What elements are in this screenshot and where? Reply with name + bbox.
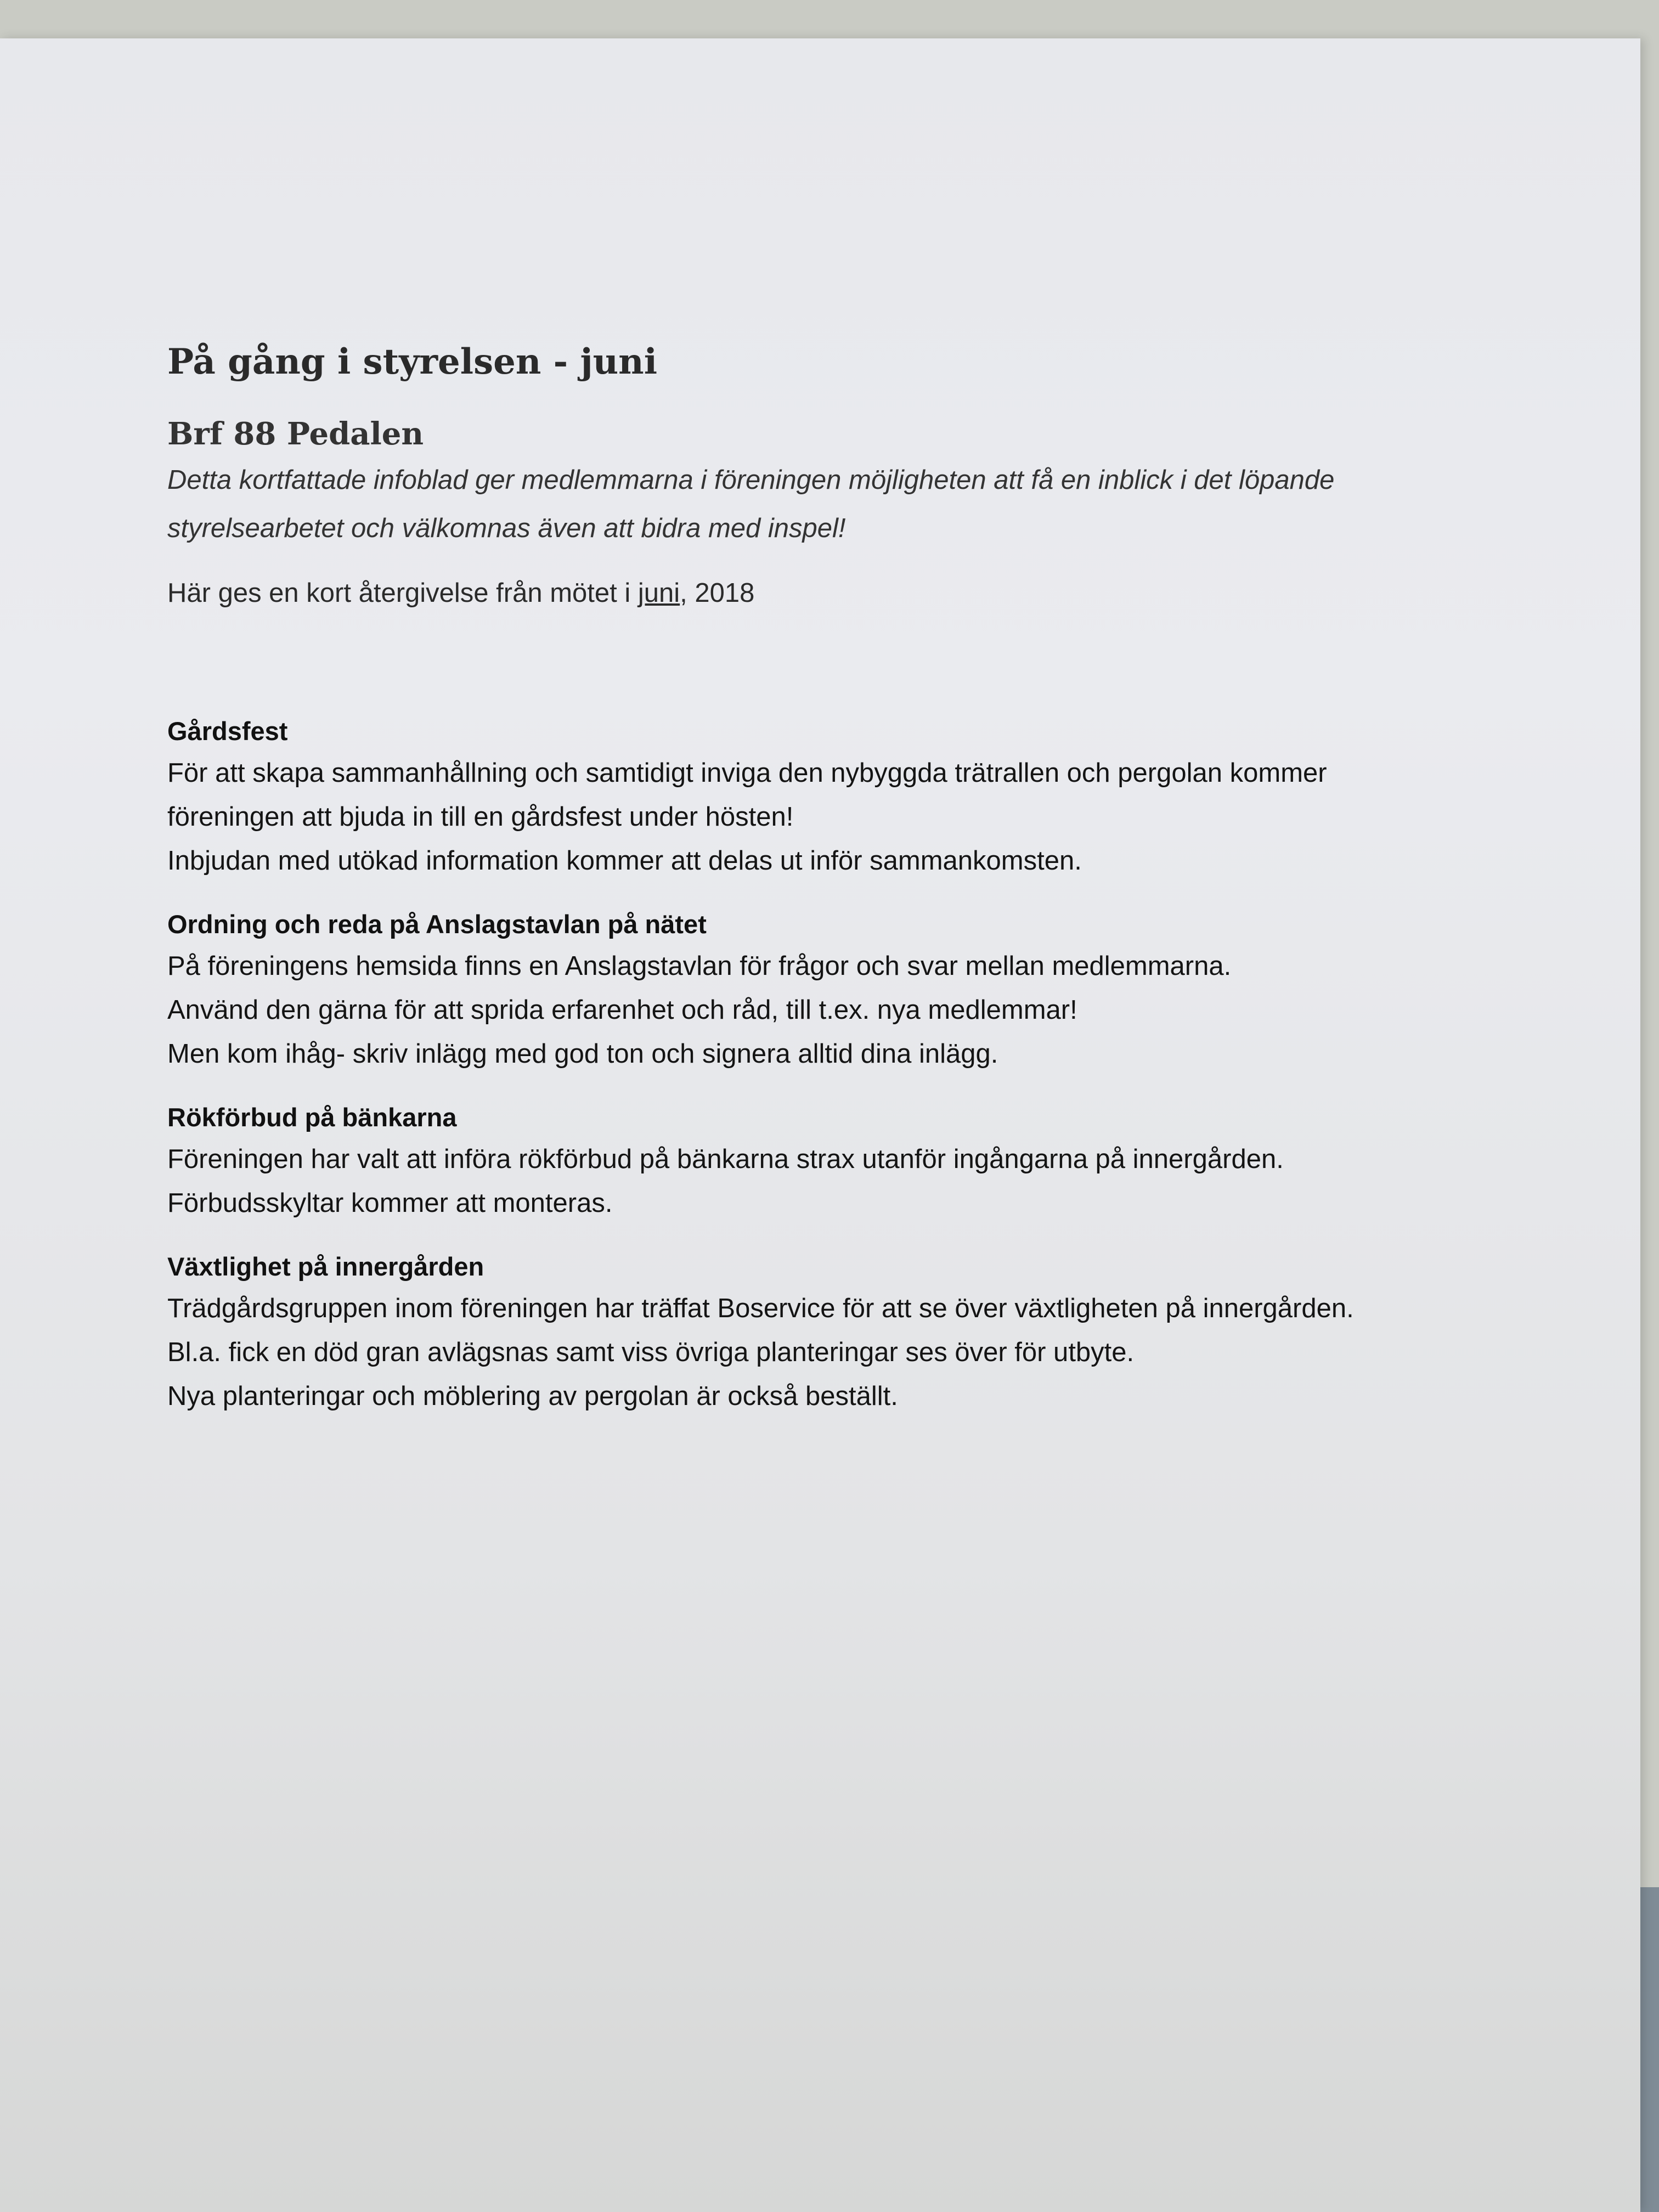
meeting-summary — [167, 571, 1572, 615]
paper-sheet — [0, 38, 1640, 2212]
section-text-line: Förbudsskyltar kommer att monteras. — [167, 1188, 613, 1218]
section-text-line: Nya planteringar och möblering av pergolan är också beställt. — [167, 1381, 898, 1411]
section-text-line: Bl.a. fick en död gran avlägsnas samt viss övriga planteringar ses över för utbyte. — [167, 1338, 1135, 1367]
organization-name: Brf 88 Pedalen — [167, 416, 424, 452]
section-text-line: Föreningen har valt att införa rökförbud på bänkarna strax utanför ingångarna på innergården. — [167, 1144, 1284, 1174]
section-text-line: föreningen att bjuda in till en gårdsfest under hösten! — [167, 802, 794, 832]
section-heading: Växtlighet på innergården — [167, 1252, 484, 1281]
section-text-line: Inbjudan med utökad information kommer att delas ut inför sammankomsten. — [167, 846, 1082, 876]
document-title: På gång i styrelsen - juni — [167, 341, 657, 382]
section-text-line: För att skapa sammanhållning och samtidigt inviga den nybyggda trätrallen och pergolan kommer — [167, 758, 1327, 788]
meeting-year: , 2018 — [680, 578, 755, 608]
intro-paragraph — [167, 456, 1572, 552]
section-text-line: Använd den gärna för att sprida erfarenhet och råd, till t.ex. nya medlemmar! — [167, 995, 1077, 1025]
meeting-prefix: Här ges en kort återgivelse från mötet i — [167, 578, 638, 608]
section-text-line: Trädgårdsgruppen inom föreningen har träffat Boservice för att se över växtligheten på innergården. — [167, 1294, 1354, 1323]
section-text-line: Men kom ihåg- skriv inlägg med god ton och signera alltid dina inlägg. — [167, 1039, 998, 1069]
section-anslagstavlan — [167, 905, 1572, 1076]
section-text-line: På föreningens hemsida finns en Anslagstavlan för frågor och svar mellan medlemmarna. — [167, 951, 1232, 981]
section-heading: Gårdsfest — [167, 716, 288, 746]
section-heading: Rökförbud på bänkarna — [167, 1103, 457, 1132]
section-heading: Ordning och reda på Anslagstavlan på nätet — [167, 910, 707, 939]
section-rokforbud — [167, 1098, 1572, 1225]
document-body — [167, 337, 1572, 1418]
meeting-month: juni — [637, 578, 680, 608]
section-gardsfest — [167, 712, 1572, 883]
section-vaxtlighet — [167, 1247, 1572, 1418]
intro-line: Detta kortfattade infoblad ger medlemmarna i föreningen möjligheten att få en inblick i det löpande — [167, 465, 1335, 495]
intro-line: styrelsearbetet och välkomnas även att bidra med inspel! — [167, 514, 846, 543]
